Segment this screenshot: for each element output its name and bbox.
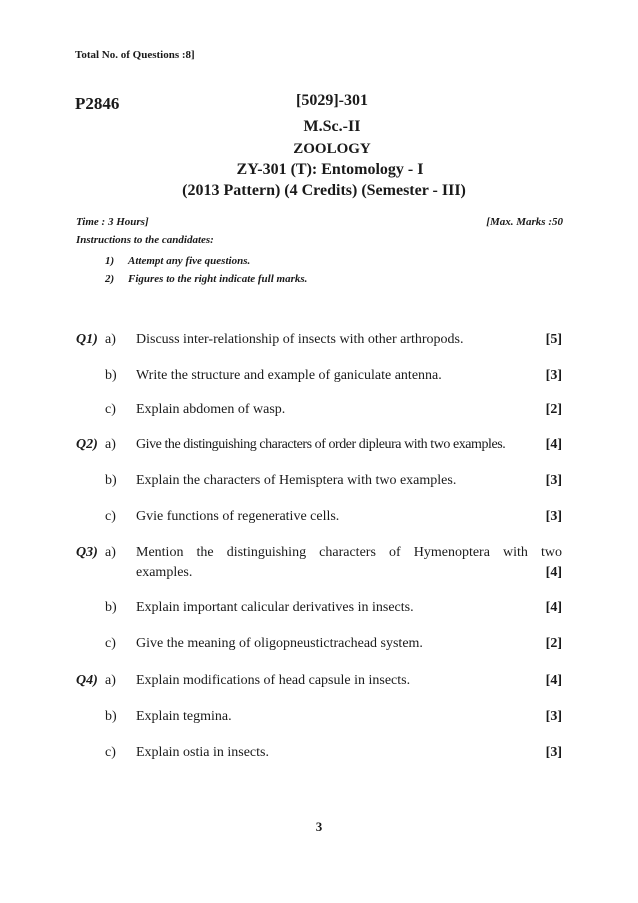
paper-code: P2846: [75, 94, 120, 113]
instructions-heading: Instructions to the candidates:: [76, 234, 214, 246]
part-marks: [3]: [545, 745, 562, 760]
part-marks: [3]: [545, 368, 562, 383]
course-title: ZY-301 (T): Entomology - I: [236, 161, 424, 178]
part-text: Explain tegmina.: [136, 709, 232, 724]
part-label: b): [105, 473, 117, 488]
question-number: Q4): [76, 673, 98, 688]
part-text: Explain modifications of head capsule in insects.: [136, 673, 411, 688]
instruction-number: 1): [105, 255, 115, 267]
part-label: c): [105, 402, 116, 417]
part-label: b): [105, 368, 117, 383]
question-number: Q1): [76, 332, 98, 347]
part-label: c): [105, 636, 116, 651]
subject: ZOOLOGY: [293, 141, 371, 157]
reference-number: [5029]-301: [296, 92, 368, 109]
part-text: Gvie functions of regenerative cells.: [136, 509, 340, 524]
part-label: a): [105, 545, 116, 560]
question-number: Q3): [76, 545, 98, 560]
pattern-info: (2013 Pattern) (4 Credits) (Semester - III): [182, 182, 466, 199]
part-marks: [3]: [545, 473, 562, 488]
part-text: Explain ostia in insects.: [136, 745, 269, 760]
part-marks: [4]: [545, 437, 562, 452]
part-text: Explain the characters of Hemisptera with two examples.: [136, 473, 457, 488]
max-marks: [Max. Marks :50: [486, 216, 563, 228]
degree: M.Sc.-II: [303, 118, 361, 135]
part-marks: [4]: [545, 565, 562, 580]
part-label: b): [105, 709, 117, 724]
instruction-text: Attempt any five questions.: [128, 255, 251, 267]
part-text: Mention the distinguishing characters of Hymenoptera with two: [136, 545, 562, 560]
instruction-text: Figures to the right indicate full marks.: [128, 273, 308, 285]
part-label: c): [105, 745, 116, 760]
page-number: 3: [315, 819, 323, 834]
part-text: Explain abdomen of wasp.: [136, 402, 286, 417]
total-questions: Total No. of Questions :8]: [75, 49, 195, 61]
part-text: Give the meaning of oligopneustictrachead system.: [136, 636, 423, 651]
part-label: a): [105, 673, 116, 688]
part-marks: [4]: [545, 600, 562, 615]
part-marks: [2]: [545, 402, 562, 417]
part-text: Explain important calicular derivatives in insects.: [136, 600, 414, 615]
instruction-number: 2): [105, 273, 115, 285]
part-marks: [3]: [545, 509, 562, 524]
part-marks: [3]: [545, 709, 562, 724]
time-allowed: Time : 3 Hours]: [76, 216, 149, 228]
part-text-continued: examples.: [136, 565, 193, 580]
part-label: a): [105, 437, 116, 452]
part-text: Write the structure and example of ganiculate antenna.: [136, 368, 442, 383]
part-marks: [5]: [545, 332, 562, 347]
part-label: b): [105, 600, 117, 615]
part-label: c): [105, 509, 116, 524]
part-text: Give the distinguishing characters of order dipleura with two examples.: [136, 437, 506, 452]
part-marks: [2]: [545, 636, 562, 651]
part-label: a): [105, 332, 116, 347]
part-text: Discuss inter-relationship of insects with other arthropods.: [136, 332, 464, 347]
question-number: Q2): [76, 437, 98, 452]
part-marks: [4]: [545, 673, 562, 688]
